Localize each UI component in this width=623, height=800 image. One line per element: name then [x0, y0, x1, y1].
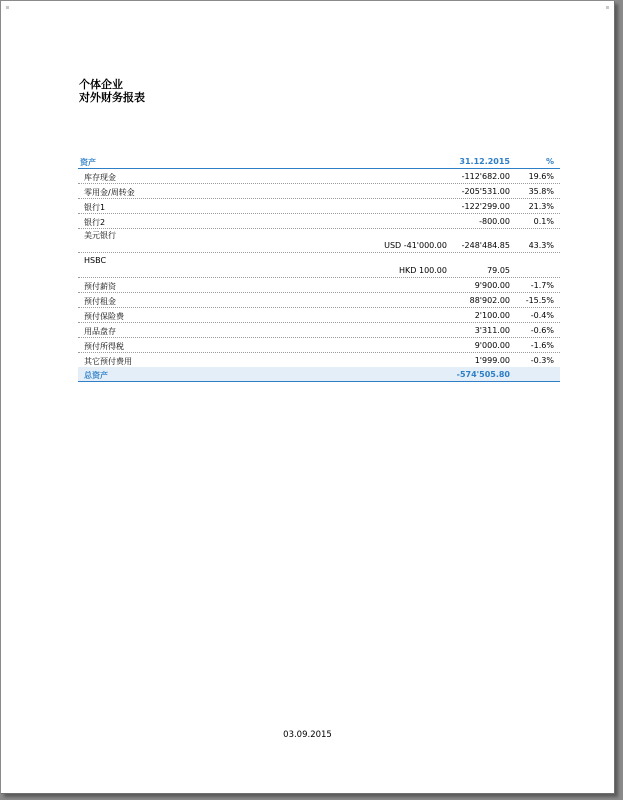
row-pct: 43.3% — [528, 241, 554, 250]
row-label: HSBC — [84, 256, 107, 265]
row-label: 其它预付费用 — [84, 357, 132, 366]
row-currency: HKD 100.00 — [399, 266, 447, 275]
header-date: 31.12.2015 — [459, 157, 510, 166]
table-row — [78, 308, 560, 323]
row-value: 3'311.00 — [474, 326, 510, 335]
report-page — [1, 1, 615, 794]
row-label: 用品盘存 — [84, 327, 116, 336]
table-row — [78, 199, 560, 214]
row-currency: USD -41'000.00 — [384, 241, 447, 250]
table-row — [78, 293, 560, 308]
row-label: 银行1 — [84, 203, 106, 212]
row-pct: 35.8% — [528, 187, 554, 196]
table-row — [78, 214, 560, 229]
row-value: 1'999.00 — [474, 356, 510, 365]
row-value: 79.05 — [487, 266, 510, 275]
table-row-hsbc — [78, 253, 560, 278]
row-label: 零用金/周转金 — [84, 188, 135, 197]
table-row — [78, 323, 560, 338]
row-pct: -1.6% — [530, 341, 554, 350]
header-label: 资产 — [80, 158, 96, 167]
balance-table — [78, 154, 560, 382]
row-label: 预付保险费 — [84, 312, 124, 321]
row-value: 88'902.00 — [469, 296, 510, 305]
row-value: -122'299.00 — [461, 202, 510, 211]
row-label: 美元银行 — [84, 231, 116, 240]
row-pct: -0.4% — [530, 311, 554, 320]
report-title: 个体企业 — [79, 78, 123, 91]
table-row — [78, 353, 560, 367]
total-label: 总资产 — [84, 371, 108, 380]
row-pct: 21.3% — [528, 202, 554, 211]
total-row — [78, 367, 560, 382]
crop-mark — [606, 6, 609, 9]
header-pct: % — [545, 157, 554, 166]
row-label: 库存现金 — [84, 173, 116, 182]
row-label: 银行2 — [84, 218, 106, 227]
row-value: 9'000.00 — [474, 341, 510, 350]
row-label: 预付所得税 — [84, 342, 124, 351]
row-value: 9'900.00 — [474, 281, 510, 290]
row-pct: 19.6% — [528, 172, 554, 181]
table-row — [78, 338, 560, 353]
row-pct: -0.6% — [530, 326, 554, 335]
row-label: 预付薪资 — [84, 282, 116, 291]
report-subtitle: 对外财务报表 — [79, 91, 145, 104]
row-value: -248'484.85 — [461, 241, 510, 250]
total-value: -574'505.80 — [456, 370, 510, 379]
table-row — [78, 169, 560, 184]
row-pct: -1.7% — [530, 281, 554, 290]
crop-mark — [6, 6, 9, 9]
row-pct: -15.5% — [525, 296, 554, 305]
row-value: -800.00 — [479, 217, 510, 226]
table-row — [78, 278, 560, 293]
row-value: -112'682.00 — [461, 172, 510, 181]
table-row — [78, 184, 560, 199]
row-pct: -0.3% — [530, 356, 554, 365]
row-value: -205'531.00 — [461, 187, 510, 196]
footer-date: 03.09.2015 — [283, 730, 332, 740]
row-label: 预付租金 — [84, 297, 116, 306]
row-value: 2'100.00 — [474, 311, 510, 320]
table-header — [78, 154, 560, 169]
row-pct: 0.1% — [533, 217, 554, 226]
table-row-usd-bank — [78, 229, 560, 253]
